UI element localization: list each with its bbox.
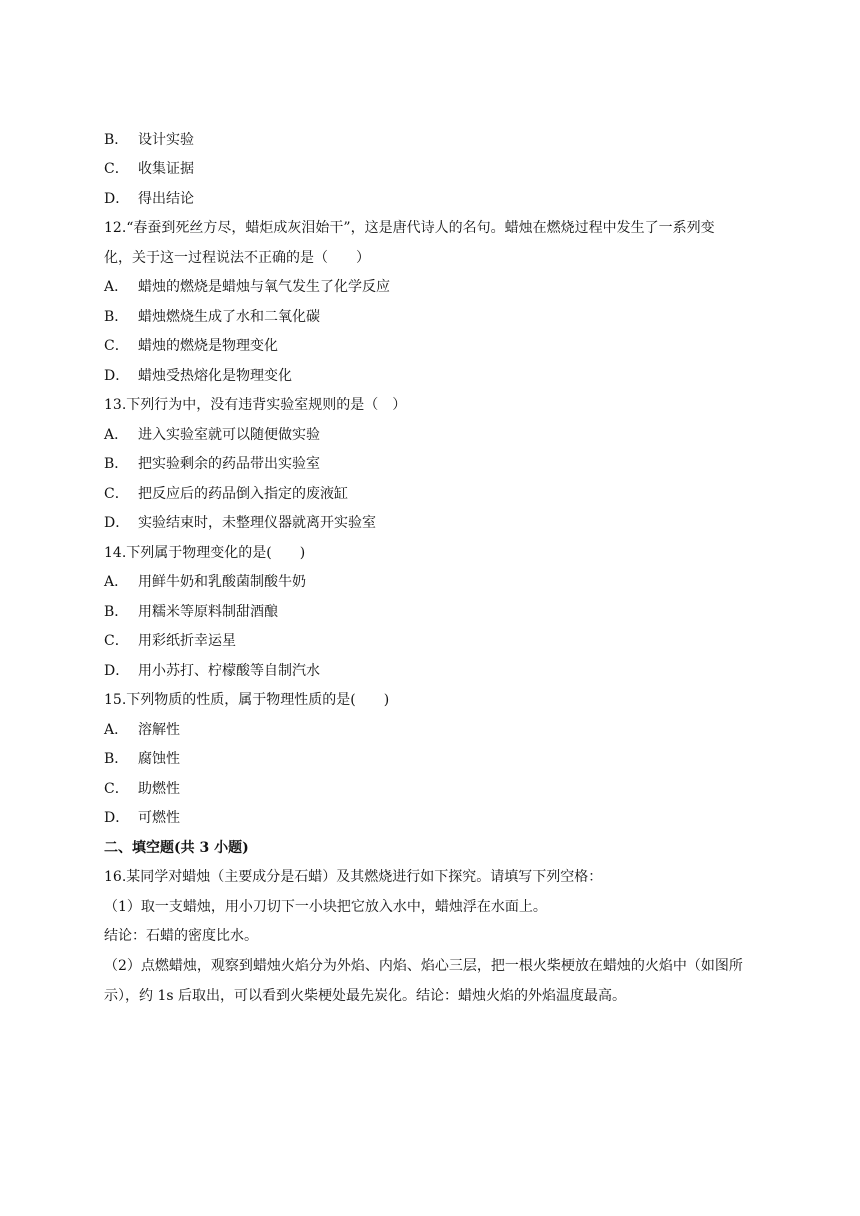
q13-stem: 13.下列行为中，没有违背实验室规则的是（ ） (104, 397, 407, 413)
option-letter: B． (104, 456, 129, 472)
option-text: 进入实验室就可以随便做实验 (138, 427, 320, 443)
option-letter: A． (104, 427, 129, 443)
option-text: 溶解性 (138, 722, 180, 738)
option-text: 把实验剩余的药品带出实验室 (138, 456, 320, 472)
option-text: 用鲜牛奶和乳酸菌制酸牛奶 (138, 574, 306, 590)
option-letter: B． (104, 751, 129, 767)
option-letter: B． (104, 309, 129, 325)
q13-option-b (104, 454, 764, 474)
option-letter: D． (104, 191, 130, 207)
q13-option-c (104, 484, 764, 504)
q14-stem: 14.下列属于物理变化的是( ) (104, 545, 306, 561)
option-letter: B． (104, 132, 129, 148)
option-letter: C． (104, 338, 129, 354)
option-letter: C． (104, 781, 129, 797)
q13-option-d (104, 513, 764, 533)
q16-part2: （2）点燃蜡烛，观察到蜡烛火焰分为外焰、内焰、焰心三层，把一根火柴梗放在蜡烛的火焰中（如图所示），约 1s 后取出，可以看到火柴梗处最先炭化。结论：蜡烛火焰的外焰温度最高。 (104, 958, 743, 1004)
q12-option-b (104, 307, 764, 327)
option-letter: D． (104, 515, 130, 531)
q15-stem: 15.下列物质的性质，属于物理性质的是( ) (104, 692, 390, 708)
q11-option-b (104, 130, 764, 150)
option-text: 助燃性 (138, 781, 180, 797)
option-text: 蜡烛受热熔化是物理变化 (138, 368, 292, 384)
q12-option-d (104, 366, 764, 386)
option-text: 蜡烛的燃烧是物理变化 (138, 338, 278, 354)
q14-option-b (104, 602, 764, 622)
q15-option-d (104, 808, 764, 828)
option-text: 设计实验 (138, 132, 194, 148)
option-text: 蜡烛燃烧生成了水和二氧化碳 (138, 309, 320, 325)
q16-part1: （1）取一支蜡烛，用小刀切下一小块把它放入水中，蜡烛浮在水面上。 (104, 899, 547, 915)
option-text: 腐蚀性 (138, 751, 180, 767)
q15-option-c (104, 779, 764, 799)
option-text: 蜡烛的燃烧是蜡烛与氧气发生了化学反应 (138, 279, 390, 295)
q12-option-a (104, 277, 764, 297)
q12-stem-line1: 12.“春蚕到死丝方尽，蜡炬成灰泪始干”，这是唐代诗人的名句。蜡烛在燃烧过程中发生了一系列变 (104, 220, 715, 236)
option-text: 可燃性 (138, 810, 180, 826)
q14-option-a (104, 572, 764, 592)
option-text: 把反应后的药品倒入指定的废液缸 (138, 486, 348, 502)
option-text: 用小苏打、柠檬酸等自制汽水 (138, 663, 320, 679)
q11-option-d (104, 189, 764, 209)
option-text: 收集证据 (138, 161, 194, 177)
q16-stem: 16.某同学对蜡烛（主要成分是石蜡）及其燃烧进行如下探究。请填写下列空格： (104, 869, 603, 885)
q11-option-c (104, 159, 764, 179)
option-letter: A． (104, 574, 129, 590)
option-letter: A． (104, 279, 129, 295)
option-text: 实验结束时，未整理仪器就离开实验室 (138, 515, 376, 531)
option-letter: D． (104, 810, 130, 826)
option-letter: D． (104, 663, 130, 679)
option-letter: C． (104, 161, 129, 177)
q14-option-d (104, 661, 764, 681)
q15-option-a (104, 720, 764, 740)
option-text: 得出结论 (138, 191, 194, 207)
q16-conclusion1: 结论：石蜡的密度比水。 (104, 928, 258, 944)
q14-option-c (104, 631, 764, 651)
option-letter: C． (104, 633, 129, 649)
option-text: 用糯米等原料制甜酒酿 (138, 604, 278, 620)
option-letter: B． (104, 604, 129, 620)
option-letter: A． (104, 722, 129, 738)
q13-option-a (104, 425, 764, 445)
section-heading: 二、填空题(共 3 小题) (104, 840, 249, 856)
q12-option-c (104, 336, 764, 356)
option-letter: C． (104, 486, 129, 502)
q12-stem-line2: 化，关于这一过程说法不正确的是（ ） (104, 250, 370, 266)
option-text: 用彩纸折幸运星 (138, 633, 236, 649)
q15-option-b (104, 749, 764, 769)
option-letter: D． (104, 368, 130, 384)
